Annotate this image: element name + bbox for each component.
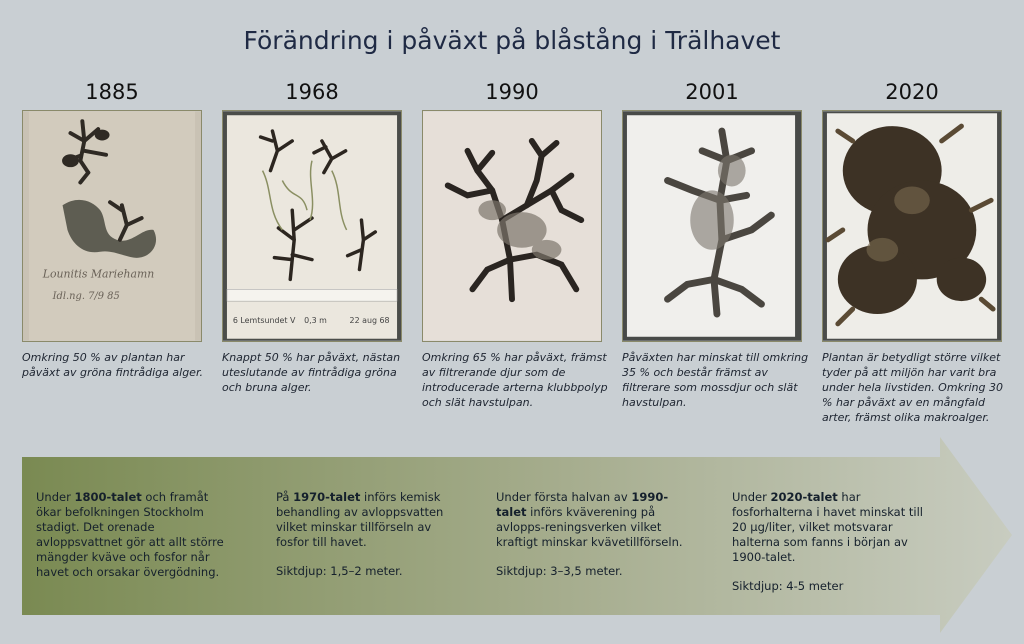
seaweed-1885-image <box>23 111 201 341</box>
year-2020: 2020 <box>885 80 939 104</box>
caption-2001: Påväxten har minskat till omkring 35 % och består främst av filtrerare som mossdjur och slät havstulpan. <box>622 351 809 409</box>
specimen-photo-1990 <box>422 110 602 342</box>
specimen-label-1968-b: 0,3 m <box>304 315 327 325</box>
specimen-photo-1885 <box>22 110 202 342</box>
specimen-label-1968-a: 6 Lemtsundet V <box>232 315 296 325</box>
specimen-photo-2020 <box>822 110 1002 342</box>
specimen-label-1885-a: Lounitis Mariehamn <box>42 267 155 281</box>
timeline-era-2020 <box>732 490 932 608</box>
seaweed-2001-image <box>623 111 801 341</box>
specimen-photo-1968 <box>222 110 402 342</box>
caption-2020: Plantan är betydligt större vilket tyder på att miljön har varit bra under hela livstiden. Omkring 30 % har påväxt av en mångfald arter, främst olika makroalger. <box>822 351 1003 424</box>
era-depth-1970: Siktdjup: 1,5–2 meter. <box>276 564 403 578</box>
specimen-label-1885-b: Idl.ng. 7/9 85 <box>52 291 120 303</box>
page-title: Förändring i påväxt på blåstång i Trälhavet <box>243 26 781 55</box>
seaweed-2020-image <box>823 111 1001 341</box>
specimen-label-1968-c: 22 aug 68 <box>349 315 390 325</box>
era-text-1800: Under 1800-talet och framåt ökar befolkningen Stockholm stadigt. Det orenade avloppsvattnet gör att allt större mängder kväve och fosfor når havet och orsakar övergödning. <box>36 490 224 579</box>
timeline-era-1990 <box>496 490 696 593</box>
caption-1968: Knappt 50 % har påväxt, nästan uteslutande av fintrådiga gröna och bruna alger. <box>222 351 401 394</box>
timeline-era-1800 <box>36 490 236 594</box>
era-text-1970: På 1970-talet införs kemisk behandling av avloppsvatten vilket minskar tillförseln av fosfor till havet. <box>276 490 444 549</box>
caption-1990: Omkring 65 % har påväxt, främst av filtrerande djur som de introducerade arterna klubbpolyp och slät havstulpan. <box>422 351 608 409</box>
year-1968: 1968 <box>285 80 339 104</box>
seaweed-1990-image <box>423 111 601 341</box>
year-1990: 1990 <box>485 80 539 104</box>
seaweed-1968-image <box>223 111 401 341</box>
year-1885: 1885 <box>85 80 139 104</box>
caption-1885: Omkring 50 % av plantan har påväxt av gröna fintrådiga alger. <box>22 351 203 379</box>
specimen-photo-2001 <box>622 110 802 342</box>
era-text-2020: Under 2020-talet har fosforhalterna i havet minskat till 20 µg/liter, vilket motsvarar halterna som fanns i början av 1900-talet. <box>732 490 923 564</box>
year-2001: 2001 <box>685 80 739 104</box>
era-text-1990: Under första halvan av 1990-talet införs kväverening på avlopps-reningsverken vilket kraftigt minskar kvävetillförseln. <box>496 490 683 549</box>
timeline-era-1970 <box>276 490 466 593</box>
era-depth-2020: Siktdjup: 4-5 meter <box>732 579 844 593</box>
era-depth-1990: Siktdjup: 3–3,5 meter. <box>496 564 623 578</box>
